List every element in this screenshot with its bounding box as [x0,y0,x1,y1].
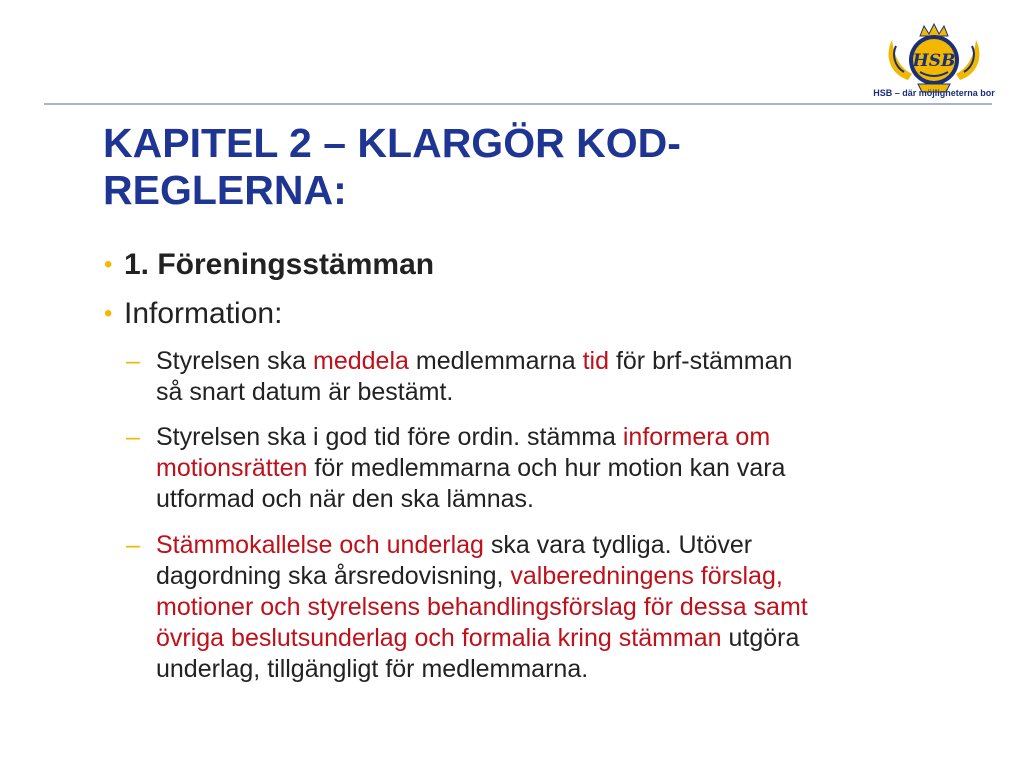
text-run: för medlemmarna och hur motion kan vara [307,454,786,482]
dash-icon: – [126,531,140,559]
text-run: Styrelsen ska [156,347,314,375]
bullet-icon: • [104,300,113,327]
text-run: underlag, tillgängligt för medlemmarna. [156,655,589,683]
svg-text:HSB: HSB [912,51,956,71]
text-run: Styrelsen ska i god tid före ordin. stämma [156,423,623,451]
bullet-text: Information: [124,297,283,330]
sub-bullet-text [156,346,986,408]
text-run: så snart datum är bestämt. [156,378,454,406]
text-run: utformad och när den ska lämnas. [156,485,534,513]
sub-bullet-text [156,422,986,515]
text-run: ska vara tydliga. Utöver [483,531,753,559]
title-line-1: KAPITEL 2 – KLARGÖR KOD- [103,120,681,166]
highlight-run: valberedningens förslag, [510,562,783,590]
highlight-run: motioner och styrelsens behandlingsförslag för dessa samt [156,593,808,621]
highlight-run: tid [582,347,609,375]
bullet-information [104,297,282,331]
highlight-run: motionsrätten [156,454,308,482]
highlight-run: informera om [622,423,771,451]
dash-icon: – [126,347,140,375]
text-run: medlemmarna [408,347,583,375]
bullet-foreningsstamman [104,248,434,282]
text-run: dagordning ska årsredovisning, [156,562,511,590]
text-run: utgöra [721,624,800,652]
text-run: för brf-stämman [609,347,793,375]
title-line-2: REGLERNA: [103,167,347,213]
dash-icon: – [126,423,140,451]
bullet-text: 1. Föreningsstämman [124,248,435,281]
header-divider [44,103,992,105]
sub-bullet-text [156,530,986,685]
slide-title [103,120,923,214]
highlight-run: meddela [313,347,409,375]
bullet-icon: • [104,251,113,278]
highlight-run: Stämmokallelse och underlag [156,531,484,559]
logo-tagline: HSB – där möjligheterna bor [873,88,995,98]
highlight-run: övriga beslutsunderlag och formalia kring stämman [156,624,722,652]
